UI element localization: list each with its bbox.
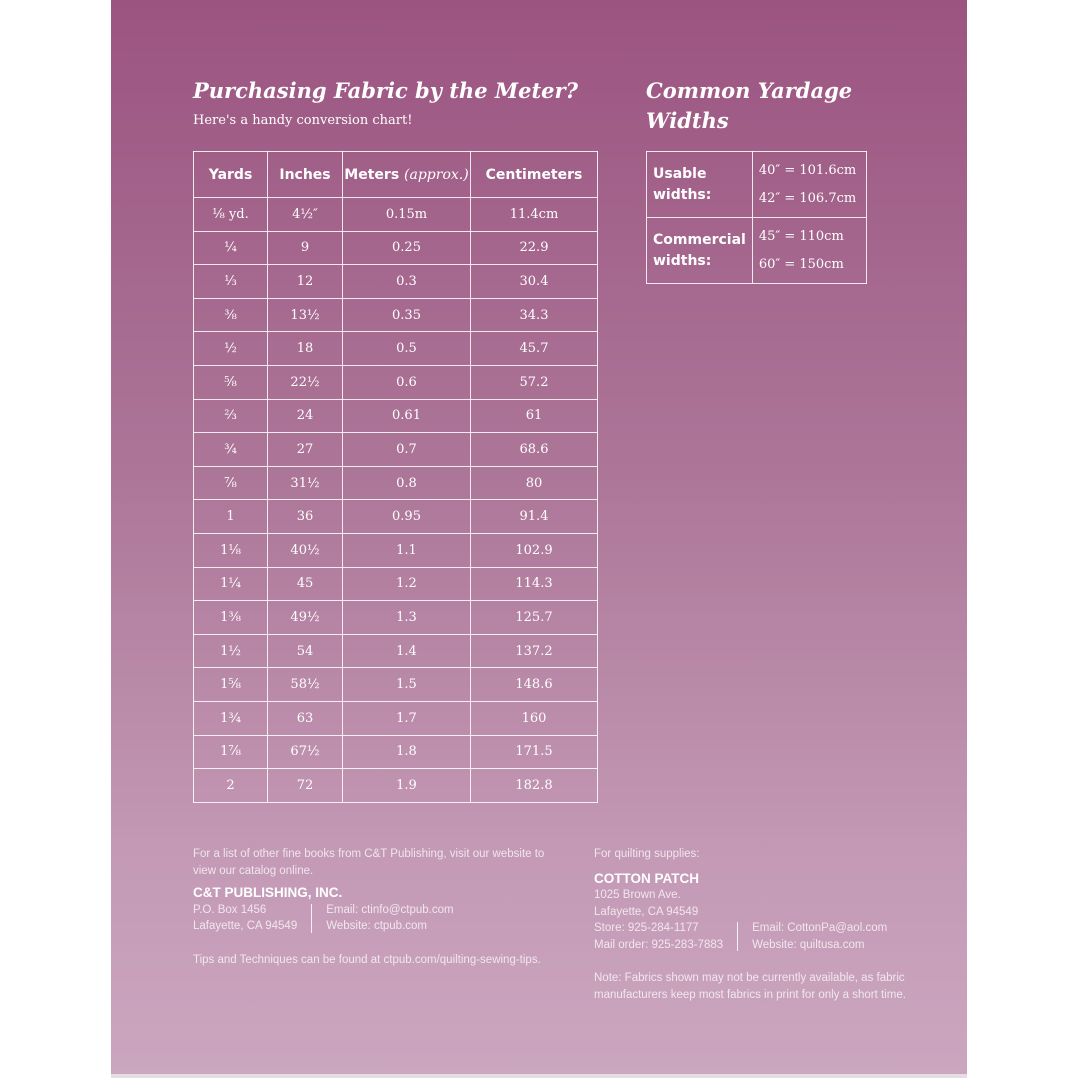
- cell-meters: 1.1: [343, 533, 471, 567]
- cell-inches: 22½: [268, 365, 343, 399]
- table-row: [194, 634, 598, 668]
- table-row: [194, 500, 598, 534]
- supplies-heading: For quilting supplies:: [594, 848, 700, 860]
- publisher-email[interactable]: Email: ctinfo@ctpub.com: [326, 903, 454, 916]
- cell-meters: 0.3: [343, 265, 471, 299]
- cell-yards: 2: [194, 769, 268, 803]
- cell-centimeters: 114.3: [471, 567, 598, 601]
- usable-widths-values: 40″ = 101.6cm 42″ = 106.7cm: [752, 152, 866, 218]
- publisher-contact: [193, 902, 563, 935]
- cell-centimeters: 171.5: [471, 735, 598, 769]
- cell-inches: 24: [268, 399, 343, 433]
- cell-yards: ⅔: [194, 399, 268, 433]
- table-row: [194, 701, 598, 735]
- cell-inches: 36: [268, 500, 343, 534]
- supplier-store-phone: Store: 925-284-1177: [594, 922, 699, 934]
- table-row: [194, 332, 598, 366]
- table-row: [194, 433, 598, 467]
- conversion-subtitle: Here's a handy conversion chart!: [193, 113, 413, 128]
- cell-meters: 1.8: [343, 735, 471, 769]
- cell-yards: ⅓: [194, 265, 268, 299]
- cell-yards: ⅛ yd.: [194, 198, 268, 232]
- cell-inches: 49½: [268, 601, 343, 635]
- cell-inches: 63: [268, 701, 343, 735]
- cell-centimeters: 137.2: [471, 634, 598, 668]
- cell-inches: 54: [268, 634, 343, 668]
- cell-yards: ⅜: [194, 298, 268, 332]
- cell-inches: 40½: [268, 533, 343, 567]
- cell-meters: 0.35: [343, 298, 471, 332]
- publisher-address-line2: Lafayette, CA 94549: [193, 920, 298, 932]
- cell-centimeters: 57.2: [471, 365, 598, 399]
- supplier-email[interactable]: Email: CottonPa@aol.com: [752, 922, 888, 934]
- next-page-edge: [111, 1074, 967, 1078]
- cell-centimeters: 34.3: [471, 298, 598, 332]
- cell-inches: 27: [268, 433, 343, 467]
- cell-centimeters: 45.7: [471, 332, 598, 366]
- table-row: [194, 533, 598, 567]
- usable-widths-label: Usable widths:: [647, 152, 753, 218]
- cell-meters: 1.5: [343, 668, 471, 702]
- cell-inches: 18: [268, 332, 343, 366]
- supplier-city: Lafayette, CA 94549: [594, 905, 699, 918]
- publisher-name: C&T PUBLISHING, INC.: [193, 885, 343, 900]
- header-inches: Inches: [268, 152, 343, 198]
- cell-centimeters: 80: [471, 466, 598, 500]
- cell-yards: 1½: [194, 634, 268, 668]
- table-row: [194, 399, 598, 433]
- supplier-name: COTTON PATCH: [594, 870, 699, 886]
- cell-centimeters: 102.9: [471, 533, 598, 567]
- cell-yards: 1⅛: [194, 533, 268, 567]
- cell-meters: 1.3: [343, 601, 471, 635]
- cell-yards: 1⅞: [194, 735, 268, 769]
- cell-inches: 58½: [268, 668, 343, 702]
- widths-table: [646, 151, 867, 284]
- cell-inches: 13½: [268, 298, 343, 332]
- cell-meters: 0.8: [343, 466, 471, 500]
- cell-yards: ¾: [194, 433, 268, 467]
- header-meters: Meters (approx.): [343, 152, 471, 198]
- cell-inches: 67½: [268, 735, 343, 769]
- cell-inches: 72: [268, 769, 343, 803]
- table-row: [194, 231, 598, 265]
- cell-inches: 12: [268, 265, 343, 299]
- cell-centimeters: 160: [471, 701, 598, 735]
- cell-meters: 1.7: [343, 701, 471, 735]
- publisher-address-line1: P.O. Box 1456: [193, 903, 267, 916]
- table-row: [194, 298, 598, 332]
- cell-meters: 0.7: [343, 433, 471, 467]
- cell-meters: 0.15m: [343, 198, 471, 232]
- cell-centimeters: 125.7: [471, 601, 598, 635]
- cell-yards: 1: [194, 500, 268, 534]
- supplier-footer: [594, 846, 934, 1003]
- cell-yards: ⅞: [194, 466, 268, 500]
- supplier-mail-order: Mail order: 925-283-7883: [594, 938, 724, 951]
- cell-meters: 0.6: [343, 365, 471, 399]
- cell-inches: 4½″: [268, 198, 343, 232]
- cell-meters: 0.25: [343, 231, 471, 265]
- table-row: [194, 668, 598, 702]
- widths-row-commercial: [647, 218, 867, 284]
- cell-meters: 1.4: [343, 634, 471, 668]
- table-row: [194, 466, 598, 500]
- supplier-contact: [594, 904, 934, 954]
- table-row: [194, 265, 598, 299]
- commercial-widths-label: Commercial widths:: [647, 218, 753, 284]
- table-row: [194, 735, 598, 769]
- publisher-footer: [193, 846, 563, 968]
- cell-centimeters: 148.6: [471, 668, 598, 702]
- page: [111, 0, 967, 1078]
- cell-meters: 0.5: [343, 332, 471, 366]
- conversion-table: [193, 151, 598, 803]
- cell-yards: ⅝: [194, 365, 268, 399]
- cell-centimeters: 22.9: [471, 231, 598, 265]
- cell-centimeters: 30.4: [471, 265, 598, 299]
- catalog-note: For a list of other fine books from C&T Publishing, visit our website to view our catalog online.: [193, 848, 545, 877]
- table-row: [194, 365, 598, 399]
- cell-yards: 1⅜: [194, 601, 268, 635]
- cell-centimeters: 68.6: [471, 433, 598, 467]
- cell-meters: 0.95: [343, 500, 471, 534]
- cell-yards: 1¼: [194, 567, 268, 601]
- tips-note: Tips and Techniques can be found at ctpub.com/quilting-sewing-tips.: [193, 953, 541, 966]
- header-yards: Yards: [194, 152, 268, 198]
- cell-meters: 1.9: [343, 769, 471, 803]
- cell-meters: 0.61: [343, 399, 471, 433]
- supplier-street: 1025 Brown Ave.: [594, 889, 681, 901]
- table-row: [194, 198, 598, 232]
- widths-title: Common Yardage Widths: [646, 78, 853, 133]
- header-centimeters: Centimeters: [471, 152, 598, 198]
- cell-yards: ½: [194, 332, 268, 366]
- table-header-row: [194, 152, 598, 198]
- cell-centimeters: 91.4: [471, 500, 598, 534]
- publisher-website[interactable]: Website: ctpub.com: [326, 920, 427, 932]
- cell-inches: 9: [268, 231, 343, 265]
- cell-meters: 1.2: [343, 567, 471, 601]
- widths-row-usable: [647, 152, 867, 218]
- cell-yards: ¼: [194, 231, 268, 265]
- cell-centimeters: 11.4cm: [471, 198, 598, 232]
- table-row: [194, 769, 598, 803]
- cell-centimeters: 182.8: [471, 769, 598, 803]
- cell-centimeters: 61: [471, 399, 598, 433]
- supplier-website[interactable]: Website: quiltusa.com: [752, 938, 865, 951]
- commercial-widths-values: 45″ = 110cm 60″ = 150cm: [752, 218, 866, 284]
- cell-yards: 1⅝: [194, 668, 268, 702]
- fabric-note: Note: Fabrics shown may not be currently available, as fabric manufacturers keep most fabrics in print for only a short time.: [594, 972, 906, 1001]
- table-row: [194, 567, 598, 601]
- cell-inches: 45: [268, 567, 343, 601]
- cell-inches: 31½: [268, 466, 343, 500]
- cell-yards: 1¾: [194, 701, 268, 735]
- table-row: [194, 601, 598, 635]
- conversion-title: Purchasing Fabric by the Meter?: [193, 78, 578, 103]
